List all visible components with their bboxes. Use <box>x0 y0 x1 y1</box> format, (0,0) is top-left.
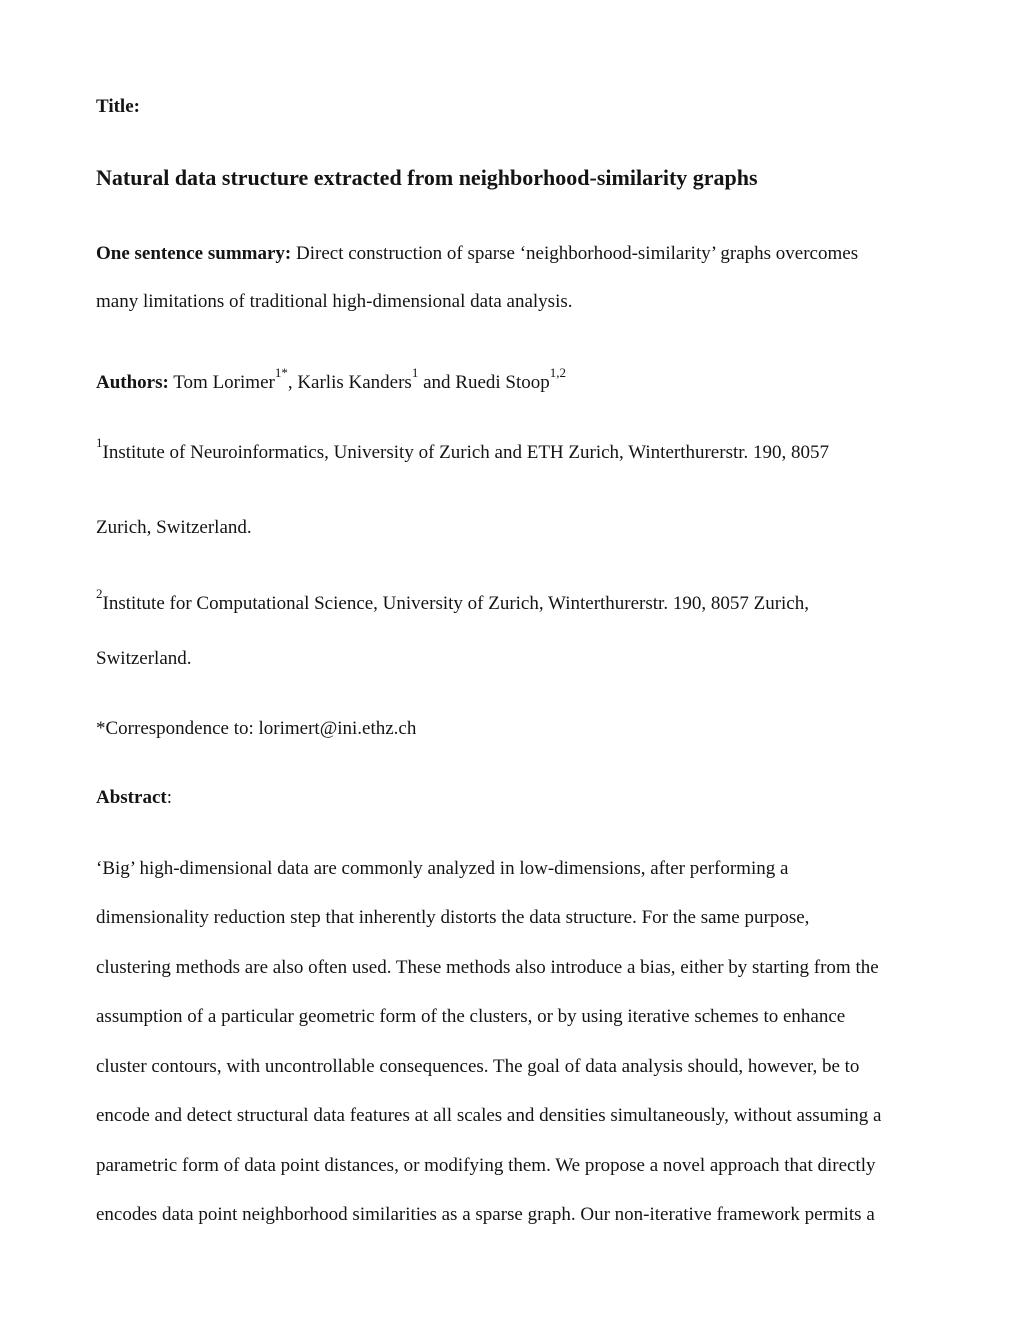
affiliation-1-line-2: Zurich, Switzerland. <box>96 517 252 538</box>
affiliation-2-line-1 <box>96 586 809 615</box>
paper-title: Natural data structure extracted from neighborhood-similarity graphs <box>96 165 758 190</box>
author-affil: 1* <box>274 365 288 380</box>
abstract-line: cluster contours, with uncontrollable consequences. The goal of data analysis should, however, be to <box>96 1056 860 1077</box>
author-name: Ruedi Stoop <box>455 372 550 393</box>
authors-label: Authors: <box>96 372 169 393</box>
summary-label: One sentence summary: <box>96 243 292 264</box>
affiliation-mark: 2 <box>96 586 103 601</box>
abstract-line: assumption of a particular geometric form of the clusters, or by using iterative schemes to enhance <box>96 1006 846 1027</box>
abstract-line: encodes data point neighborhood similarities as a sparse graph. Our non-iterative framework permits a <box>96 1204 875 1225</box>
summary-text-1: Direct construction of sparse ‘neighborhood-similarity’ graphs overcomes <box>296 243 859 264</box>
affiliation-2-line-2: Switzerland. <box>96 648 192 669</box>
author-name: Tom Lorimer <box>173 372 275 393</box>
summary-line-1 <box>96 243 858 265</box>
author-affil: 1 <box>411 365 419 380</box>
abstract-label: Abstract <box>96 787 167 808</box>
author-sep: and <box>418 372 456 393</box>
abstract-line: clustering methods are also often used. These methods also introduce a bias, either by starting from the <box>96 957 879 978</box>
title-label: Title: <box>96 96 140 117</box>
affiliation-mark: 1 <box>96 435 103 450</box>
author-affil: 1,2 <box>549 365 566 380</box>
abstract-heading <box>96 787 172 809</box>
abstract-line: encode and detect structural data features at all scales and densities simultaneously, without assuming a <box>96 1105 882 1126</box>
summary-line-2: many limitations of traditional high-dimensional data analysis. <box>96 291 573 312</box>
abstract-line: dimensionality reduction step that inherently distorts the data structure. For the same purpose, <box>96 907 810 928</box>
affiliation-text: Institute for Computational Science, University of Zurich, Winterthurerstr. 190, 8057 Zurich, <box>102 593 809 614</box>
abstract-line: ‘Big’ high-dimensional data are commonly analyzed in low-dimensions, after performing a <box>96 858 789 879</box>
affiliation-text: Institute of Neuroinformatics, University of Zurich and ETH Zurich, Winterthurerstr. 190, 8057 <box>102 442 830 463</box>
abstract-colon: : <box>166 787 172 808</box>
author-sep: , <box>287 372 298 393</box>
abstract-line: parametric form of data point distances, or modifying them. We propose a novel approach that directly <box>96 1155 876 1176</box>
authors-line <box>96 365 566 394</box>
affiliation-1-line-1 <box>96 435 830 464</box>
correspondence: *Correspondence to: lorimert@ini.ethz.ch <box>96 718 417 739</box>
author-name: Karlis Kanders <box>297 372 412 393</box>
